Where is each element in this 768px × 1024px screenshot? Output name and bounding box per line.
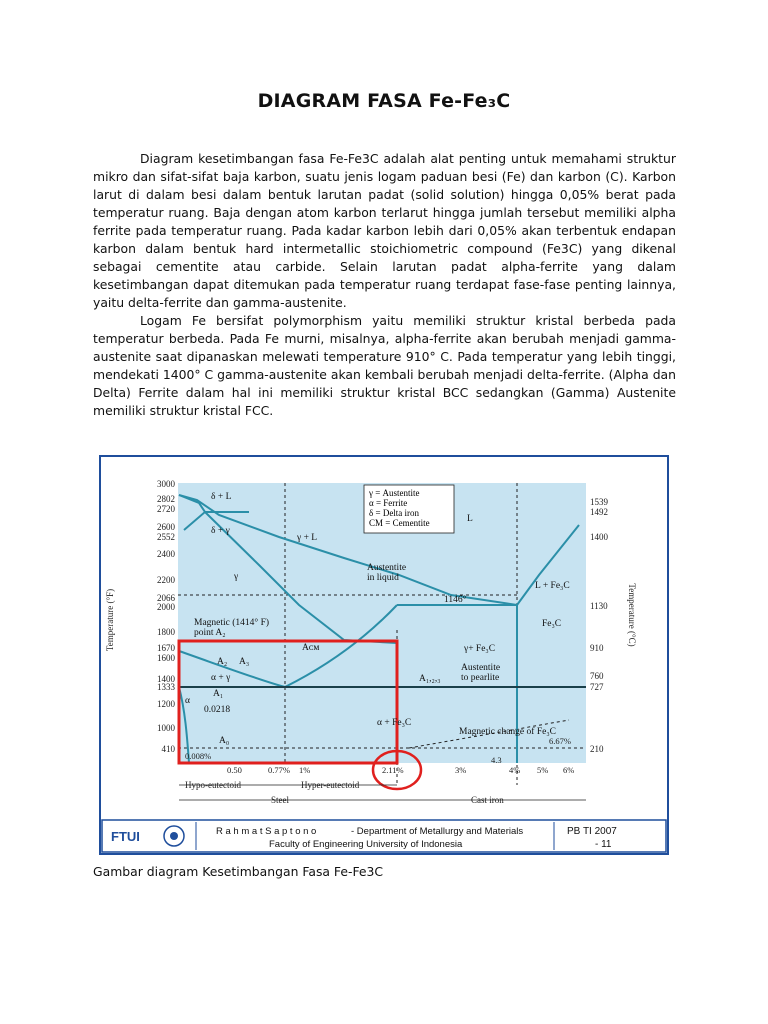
label-alpha-fe3c: α + Fe₃C bbox=[377, 718, 412, 728]
left-tick: 410 bbox=[161, 744, 175, 754]
label-aus-pearlite-2: to pearlite bbox=[461, 673, 500, 683]
label-magnetic-1: Magnetic (1414° F) bbox=[194, 618, 270, 628]
label-delta-l: δ + L bbox=[211, 492, 232, 502]
right-tick: 910 bbox=[590, 643, 604, 653]
legend-item: α = Ferrite bbox=[369, 498, 408, 508]
page-title: DIAGRAM FASA Fe-Fe₃C bbox=[257, 90, 511, 112]
label-cast-iron: Cast iron bbox=[471, 795, 504, 805]
left-tick: 1400 bbox=[157, 674, 175, 684]
label-l-fe3c: L + Fe₃C bbox=[535, 581, 570, 591]
label-alpha: α bbox=[185, 696, 190, 706]
label-a1: A₁ bbox=[213, 689, 224, 699]
footer-code: PB TI 2007 bbox=[567, 826, 617, 837]
label-0218: 0.0218 bbox=[204, 705, 231, 715]
ftui-logo: FTUI bbox=[111, 829, 140, 844]
left-tick: 1333 bbox=[157, 682, 175, 692]
bottom-tick: 0.50 bbox=[227, 765, 242, 775]
footer-page: - 11 bbox=[595, 839, 612, 850]
label-magnetic-change: Magnetic change of Fe₃C bbox=[459, 727, 556, 737]
bottom-tick: 6.67% bbox=[549, 736, 571, 746]
right-tick: 727 bbox=[590, 682, 604, 692]
phase-diagram-figure bbox=[99, 455, 669, 855]
phase-diagram-svg bbox=[99, 455, 669, 855]
left-tick: 2600 bbox=[157, 522, 175, 532]
bottom-tick: 2.11% bbox=[382, 765, 404, 775]
label-acm: Aᴄᴍ bbox=[302, 643, 320, 653]
label-gamma-l: γ + L bbox=[297, 533, 318, 543]
legend-item: δ = Delta iron bbox=[369, 508, 420, 518]
figure-footer bbox=[102, 820, 666, 852]
left-tick: 2802 bbox=[157, 494, 175, 504]
left-tick: 2066 bbox=[157, 593, 175, 603]
right-tick: 210 bbox=[590, 744, 604, 754]
bottom-tick: 3% bbox=[455, 765, 467, 775]
figure-caption: Gambar diagram Kesetimbangan Fasa Fe-Fe3C bbox=[93, 864, 384, 879]
y-axis-right-label: Temperature (°C) bbox=[627, 583, 637, 647]
left-tick: 1600 bbox=[157, 653, 175, 663]
left-tick: 1000 bbox=[157, 723, 175, 733]
label-gamma: γ bbox=[234, 572, 239, 582]
left-tick: 2552 bbox=[157, 532, 175, 542]
bottom-tick: 6% bbox=[563, 765, 575, 775]
label-a0: A₀ bbox=[219, 736, 230, 746]
footer-author: R a h m a t S a p t o n o bbox=[216, 826, 317, 837]
left-tick: 2400 bbox=[157, 549, 175, 559]
label-delta-gamma: δ + γ bbox=[211, 526, 230, 536]
label-steel: Steel bbox=[271, 795, 289, 805]
left-tick: 1800 bbox=[157, 627, 175, 637]
right-tick: 1130 bbox=[590, 601, 608, 611]
label-aus-pearlite-1: Austentite bbox=[461, 663, 501, 673]
label-austentite-liquid-2: in liquid bbox=[367, 573, 399, 583]
bottom-tick: 4% bbox=[509, 765, 521, 775]
label-a2: A₂ bbox=[217, 657, 228, 667]
legend-item: γ = Austentite bbox=[369, 488, 420, 498]
paragraph-2: Logam Fe bersifat polymorphism yaitu memiliki struktur kristal berbeda pada temperatur berbeda. Pada Fe murni, misalnya, alpha-ferrite akan berubah menjadi gamma-austenite saat dipanaskan melewati temperature 910° C. Pada temperatur yang lebih tinggi, mendekati 1400° C gamma-austenite akan kembali berubah menjadi delta-ferrite. (Alpha dan Delta) Ferrite dalam hal ini memiliki struktur kristal BCC sedangkan (Gamma) Austenite memiliki struktur kristal FCC. bbox=[93, 313, 676, 418]
label-hypo: Hypo-eutectoid bbox=[185, 780, 241, 790]
footer-faculty: Faculty of Engineering University of Indonesia bbox=[269, 839, 463, 850]
label-magnetic-2: point A₂ bbox=[194, 628, 226, 638]
left-tick: 3000 bbox=[157, 479, 175, 489]
footer-dept: - Department of Metallurgy and Materials bbox=[351, 826, 524, 837]
label-austentite-liquid-1: Austentite bbox=[367, 563, 407, 573]
left-tick: 1670 bbox=[157, 643, 175, 653]
bottom-tick: 0.008% bbox=[185, 751, 212, 761]
right-tick: 760 bbox=[590, 671, 604, 681]
label-l: L bbox=[467, 514, 473, 524]
body-text bbox=[93, 150, 676, 420]
bottom-tick: 0.77% bbox=[268, 765, 290, 775]
right-tick: 1492 bbox=[590, 507, 608, 517]
bottom-tick: 4.3 bbox=[491, 755, 502, 765]
legend bbox=[364, 485, 454, 533]
label-alpha-gamma: α + γ bbox=[211, 673, 231, 683]
label-a3: A₃ bbox=[239, 657, 250, 667]
left-tick: 2200 bbox=[157, 575, 175, 585]
bottom-tick: 1% bbox=[299, 765, 311, 775]
label-a123: A₁,₂,₃ bbox=[419, 674, 441, 684]
left-tick: 2000 bbox=[157, 602, 175, 612]
label-1146: 1146° bbox=[444, 595, 467, 605]
bottom-tick: 5% bbox=[537, 765, 549, 775]
paragraph-1: Diagram kesetimbangan fasa Fe-Fe3C adalah alat penting untuk memahami struktur mikro dan sifat-sifat baja karbon, suatu jenis logam paduan besi (Fe) dan karbon (C). Karbon larut di dalam besi dalam bentuk larutan padat (solid solution) hingga 0,05% berat pada temperatur ruang. Baja dengan atom karbon terlarut hingga jumlah tersebut memiliki alpha ferrite pada temperatur ruang. Pada kadar karbon lebih dari 0,05% akan terbentuk endapan karbon dalam bentuk hard intermetallic stoichiometric compound (Fe3C) yang dikenal sebagai cementite atau carbide. Selain larutan padat alpha-ferrite yang dalam kesetimbangan dapat ditemukan pada temperatur ruang terdapat fase-fase penting lainnya, yaitu delta-ferrite dan gamma-austenite. bbox=[93, 151, 676, 310]
label-hyper: Hyper-eutectoid bbox=[301, 780, 360, 790]
left-tick: 1200 bbox=[157, 699, 175, 709]
right-tick: 1400 bbox=[590, 532, 608, 542]
y-axis-left-label: Temperature (°F) bbox=[105, 588, 115, 652]
label-gamma-fe3c: γ+ Fe₃C bbox=[464, 644, 496, 654]
label-fe3c: Fe₃C bbox=[542, 619, 562, 629]
ui-emblem-core-icon bbox=[170, 832, 178, 840]
legend-item: CM = Cementite bbox=[369, 518, 430, 528]
left-tick: 2720 bbox=[157, 504, 175, 514]
right-tick: 1539 bbox=[590, 497, 608, 507]
